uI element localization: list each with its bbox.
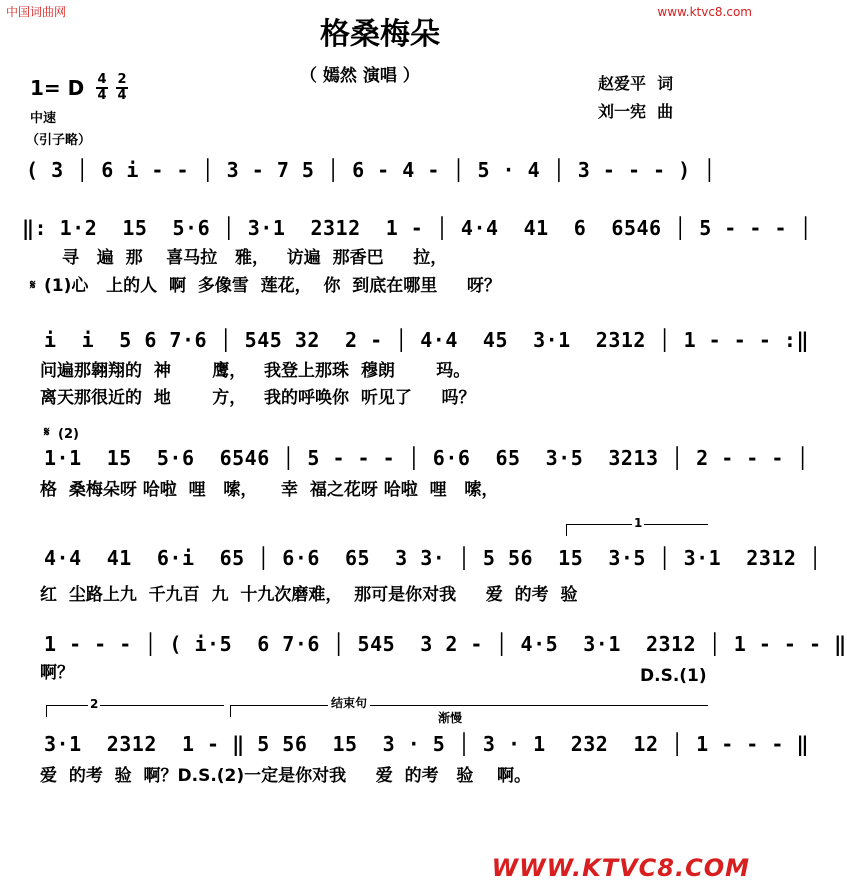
lyricist-credit: 赵爱平 词 xyxy=(598,74,674,93)
lyric-line-4: 格 桑梅朵呀 哈啦 哩 嗦， 幸 福之花呀 哈啦 哩 嗦， xyxy=(40,480,499,500)
lyric-line-3b: 离天那很近的 地 方， 我的呼唤你 听见了 吗？ xyxy=(40,388,476,408)
ending-label: 结束句 xyxy=(328,697,370,709)
lyric-line-2b: (1)心 上的人 啊 多像雪 莲花， 你 到底在哪里 呀？ xyxy=(44,276,501,296)
segno-icon: 𝄋 xyxy=(30,278,36,293)
site-name-left: 中国词曲网 xyxy=(6,5,67,19)
score-line-7: 3·1 2312 1 - ‖ 5 56 15 3 · 5 │ 3 · 1 232 12 │ 1 - - - ‖ xyxy=(44,732,810,756)
volta-2-bracket-left xyxy=(46,705,47,717)
volta-1-bracket-left xyxy=(566,524,567,536)
ds-1-marking: D.S.(1) xyxy=(640,666,707,686)
score-line-3: i i 5 6 7·6 │ 545 32 2 - │ 4·4 45 3·1 2312 │ 1 - - - :‖ xyxy=(44,328,810,352)
time-sig-1-top: 4 xyxy=(97,72,107,87)
singer-credit: （ 嫣然 演唱 ） xyxy=(300,66,420,86)
key-signature: 1= D xyxy=(30,76,85,100)
site-url-right[interactable]: www.ktvc8.com xyxy=(657,5,752,19)
score-line-4: 1·1 15 5·6 6546 │ 5 - - - │ 6·6 65 3·5 3213 │ 2 - - - │ xyxy=(44,446,810,470)
ritardando-label: 渐慢 xyxy=(438,711,463,725)
ending-bracket xyxy=(230,705,708,706)
lyric-line-7: 爱 的考 验 啊？D.S.(2)一定是你对我 爱 的考 验 啊。 xyxy=(40,766,532,786)
segno-2-label: (2) xyxy=(58,427,79,442)
time-sig-1-bottom: 4 xyxy=(97,88,107,103)
intro-note: （引子略） xyxy=(26,133,92,148)
volta-2-bracket xyxy=(46,705,224,706)
volta-2-label: 2 xyxy=(90,697,99,711)
time-sig-2-top: 2 xyxy=(117,72,127,87)
lyric-line-3a: 问遍那翱翔的 神 鹰， 我登上那珠 穆朗 玛。 xyxy=(40,361,471,381)
segno-icon-2: 𝄋 xyxy=(44,425,50,440)
score-line-2: ‖: 1·2 15 5·6 │ 3·1 2312 1 - │ 4·4 41 6 6546 │ 5 - - - │ xyxy=(22,216,813,240)
footer-watermark: WWW.KTVC8.COM xyxy=(491,854,750,882)
ending-bracket-left xyxy=(230,705,231,717)
score-line-1: ( 3 │ 6 i - - │ 3 - 7 5 │ 6 - 4 - │ 5 · 4 │ 3 - - - ) │ xyxy=(26,158,716,182)
lyric-line-2a: 寻 遍 那 喜马拉 雅， 访遍 那香巴 拉， xyxy=(62,248,448,268)
score-line-5: 4·4 41 6·i 65 │ 6·6 65 3 3· │ 5 56 15 3·5 │ 3·1 2312 │ xyxy=(44,546,822,570)
song-title: 格桑梅朵 xyxy=(320,17,440,52)
time-signature-4-4 xyxy=(96,73,108,103)
time-sig-2-bottom: 4 xyxy=(117,88,127,103)
tempo-marking: 中速 xyxy=(30,111,57,126)
volta-1-label: 1 xyxy=(634,516,643,530)
time-signature-2-4 xyxy=(116,73,128,103)
lyric-line-6: 啊？ xyxy=(40,663,74,683)
lyric-line-5: 红 尘路上九 千九百 九 十九次磨难， 那可是你对我 爱 的考 验 xyxy=(40,585,578,605)
score-line-6: 1 - - - │ ( i·5 6 7·6 │ 545 3 2 - │ 4·5 3·1 2312 │ 1 - - - ‖ xyxy=(44,632,847,656)
composer-credit: 刘一宪 曲 xyxy=(598,102,674,121)
